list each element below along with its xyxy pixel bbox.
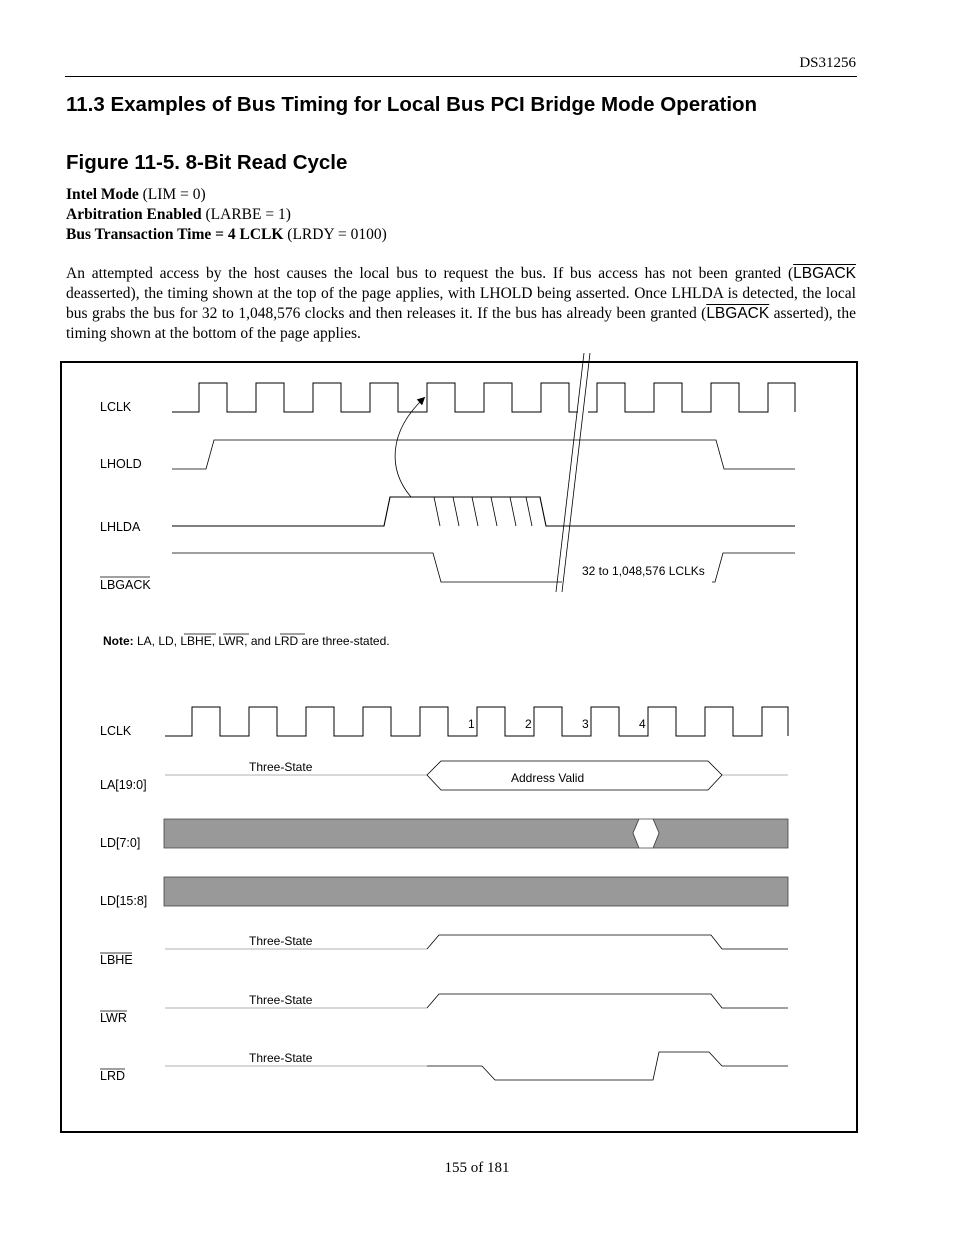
causality-arrow bbox=[395, 398, 424, 497]
condition-label: Arbitration Enabled bbox=[66, 206, 202, 223]
condition-label: Intel Mode bbox=[66, 186, 139, 203]
lclk-waveform-top-cont bbox=[588, 383, 795, 412]
paragraph-text: deasserted), the timing shown at the top of the page applies, with LHOLD being asserted. Once LHLDA is detected, the local bus grabs the bus for 32 to 1,048,576 clocks and then releases it. If the bus has already been granted ( bbox=[66, 285, 856, 322]
ld-low-bus-block bbox=[653, 819, 788, 848]
note-text: are three-stated. bbox=[298, 634, 390, 648]
signal-label-lclk: LCLK bbox=[100, 400, 132, 414]
lhold-waveform bbox=[172, 440, 795, 469]
paragraph-text: asserted), the timing shown at the bottom of the page applies. bbox=[66, 305, 856, 342]
condition-value: (LARBE = 1) bbox=[205, 206, 291, 223]
lhlda-waveform bbox=[172, 497, 795, 526]
ld-low-data-crossover bbox=[633, 819, 659, 848]
lclk-waveform-top bbox=[172, 383, 578, 412]
lbhe-waveform bbox=[427, 935, 788, 949]
lrd-three-state-label: Three-State bbox=[249, 1051, 313, 1065]
signal-label-lwr: LWR bbox=[100, 1011, 127, 1025]
three-state-note bbox=[103, 634, 390, 648]
note-signal-lrd: LRD bbox=[274, 634, 299, 648]
signal-label-ld-low: LD[7:0] bbox=[100, 836, 141, 850]
clock-number: 3 bbox=[582, 717, 589, 731]
duration-label: 32 to 1,048,576 LCLKs bbox=[582, 564, 705, 578]
condition-label: Bus Transaction Time = 4 LCLK bbox=[66, 226, 284, 243]
signal-label-ld-high: LD[15:8] bbox=[100, 894, 148, 908]
signal-label-lbhe: LBHE bbox=[100, 953, 133, 967]
lbgack-waveform bbox=[172, 553, 562, 582]
lrd-waveform bbox=[427, 1052, 788, 1080]
signal-label-lhlda: LHLDA bbox=[100, 520, 141, 534]
note-label: Note: bbox=[103, 634, 134, 648]
signal-label-la: LA[19:0] bbox=[100, 778, 147, 792]
note-text: , and bbox=[244, 634, 275, 648]
ld-high-bus-block bbox=[164, 877, 788, 906]
clock-number: 1 bbox=[468, 717, 475, 731]
condition-value: (LRDY = 0100) bbox=[287, 226, 387, 243]
signal-label-lclk: LCLK bbox=[100, 724, 132, 738]
address-valid-label: Address Valid bbox=[511, 771, 585, 785]
time-break-line bbox=[562, 353, 590, 592]
signal-label-lhold: LHOLD bbox=[100, 457, 142, 471]
time-break-line bbox=[556, 353, 584, 592]
note-signal-lbhe: LBHE bbox=[180, 634, 212, 648]
signal-label-lbgack: LBGACK bbox=[100, 578, 151, 592]
lwr-waveform bbox=[427, 994, 788, 1008]
figure-title: Figure 11-5. 8-Bit Read Cycle bbox=[66, 151, 348, 174]
note-text: LA, LD, bbox=[133, 634, 181, 648]
lbgack-waveform-cont bbox=[712, 553, 795, 582]
lhlda-hatch bbox=[434, 497, 532, 526]
ld-low-bus-block bbox=[164, 819, 639, 848]
signal-lbgack: LBGACK bbox=[793, 265, 856, 282]
clock-number: 4 bbox=[639, 717, 646, 731]
note-signal-lwr: LWR bbox=[218, 634, 245, 648]
signal-lbgack: LBGACK bbox=[706, 305, 770, 322]
paragraph-text: An attempted access by the host causes the local bus to request the bus. If bus access has not been granted ( bbox=[66, 265, 794, 282]
condition-value: (LIM = 0) bbox=[142, 186, 206, 203]
document-id: DS31256 bbox=[799, 55, 856, 71]
note-text: , bbox=[211, 634, 219, 648]
la-three-state-label: Three-State bbox=[249, 760, 313, 774]
lbhe-three-state-label: Three-State bbox=[249, 934, 313, 948]
lwr-three-state-label: Three-State bbox=[249, 993, 313, 1007]
page-number: 155 of 181 bbox=[444, 1160, 510, 1176]
signal-label-lrd: LRD bbox=[100, 1069, 126, 1083]
clock-number: 2 bbox=[525, 717, 532, 731]
section-title: 11.3 Examples of Bus Timing for Local Bus PCI Bridge Mode Operation bbox=[66, 93, 758, 116]
lclk-waveform-bottom bbox=[165, 707, 788, 736]
